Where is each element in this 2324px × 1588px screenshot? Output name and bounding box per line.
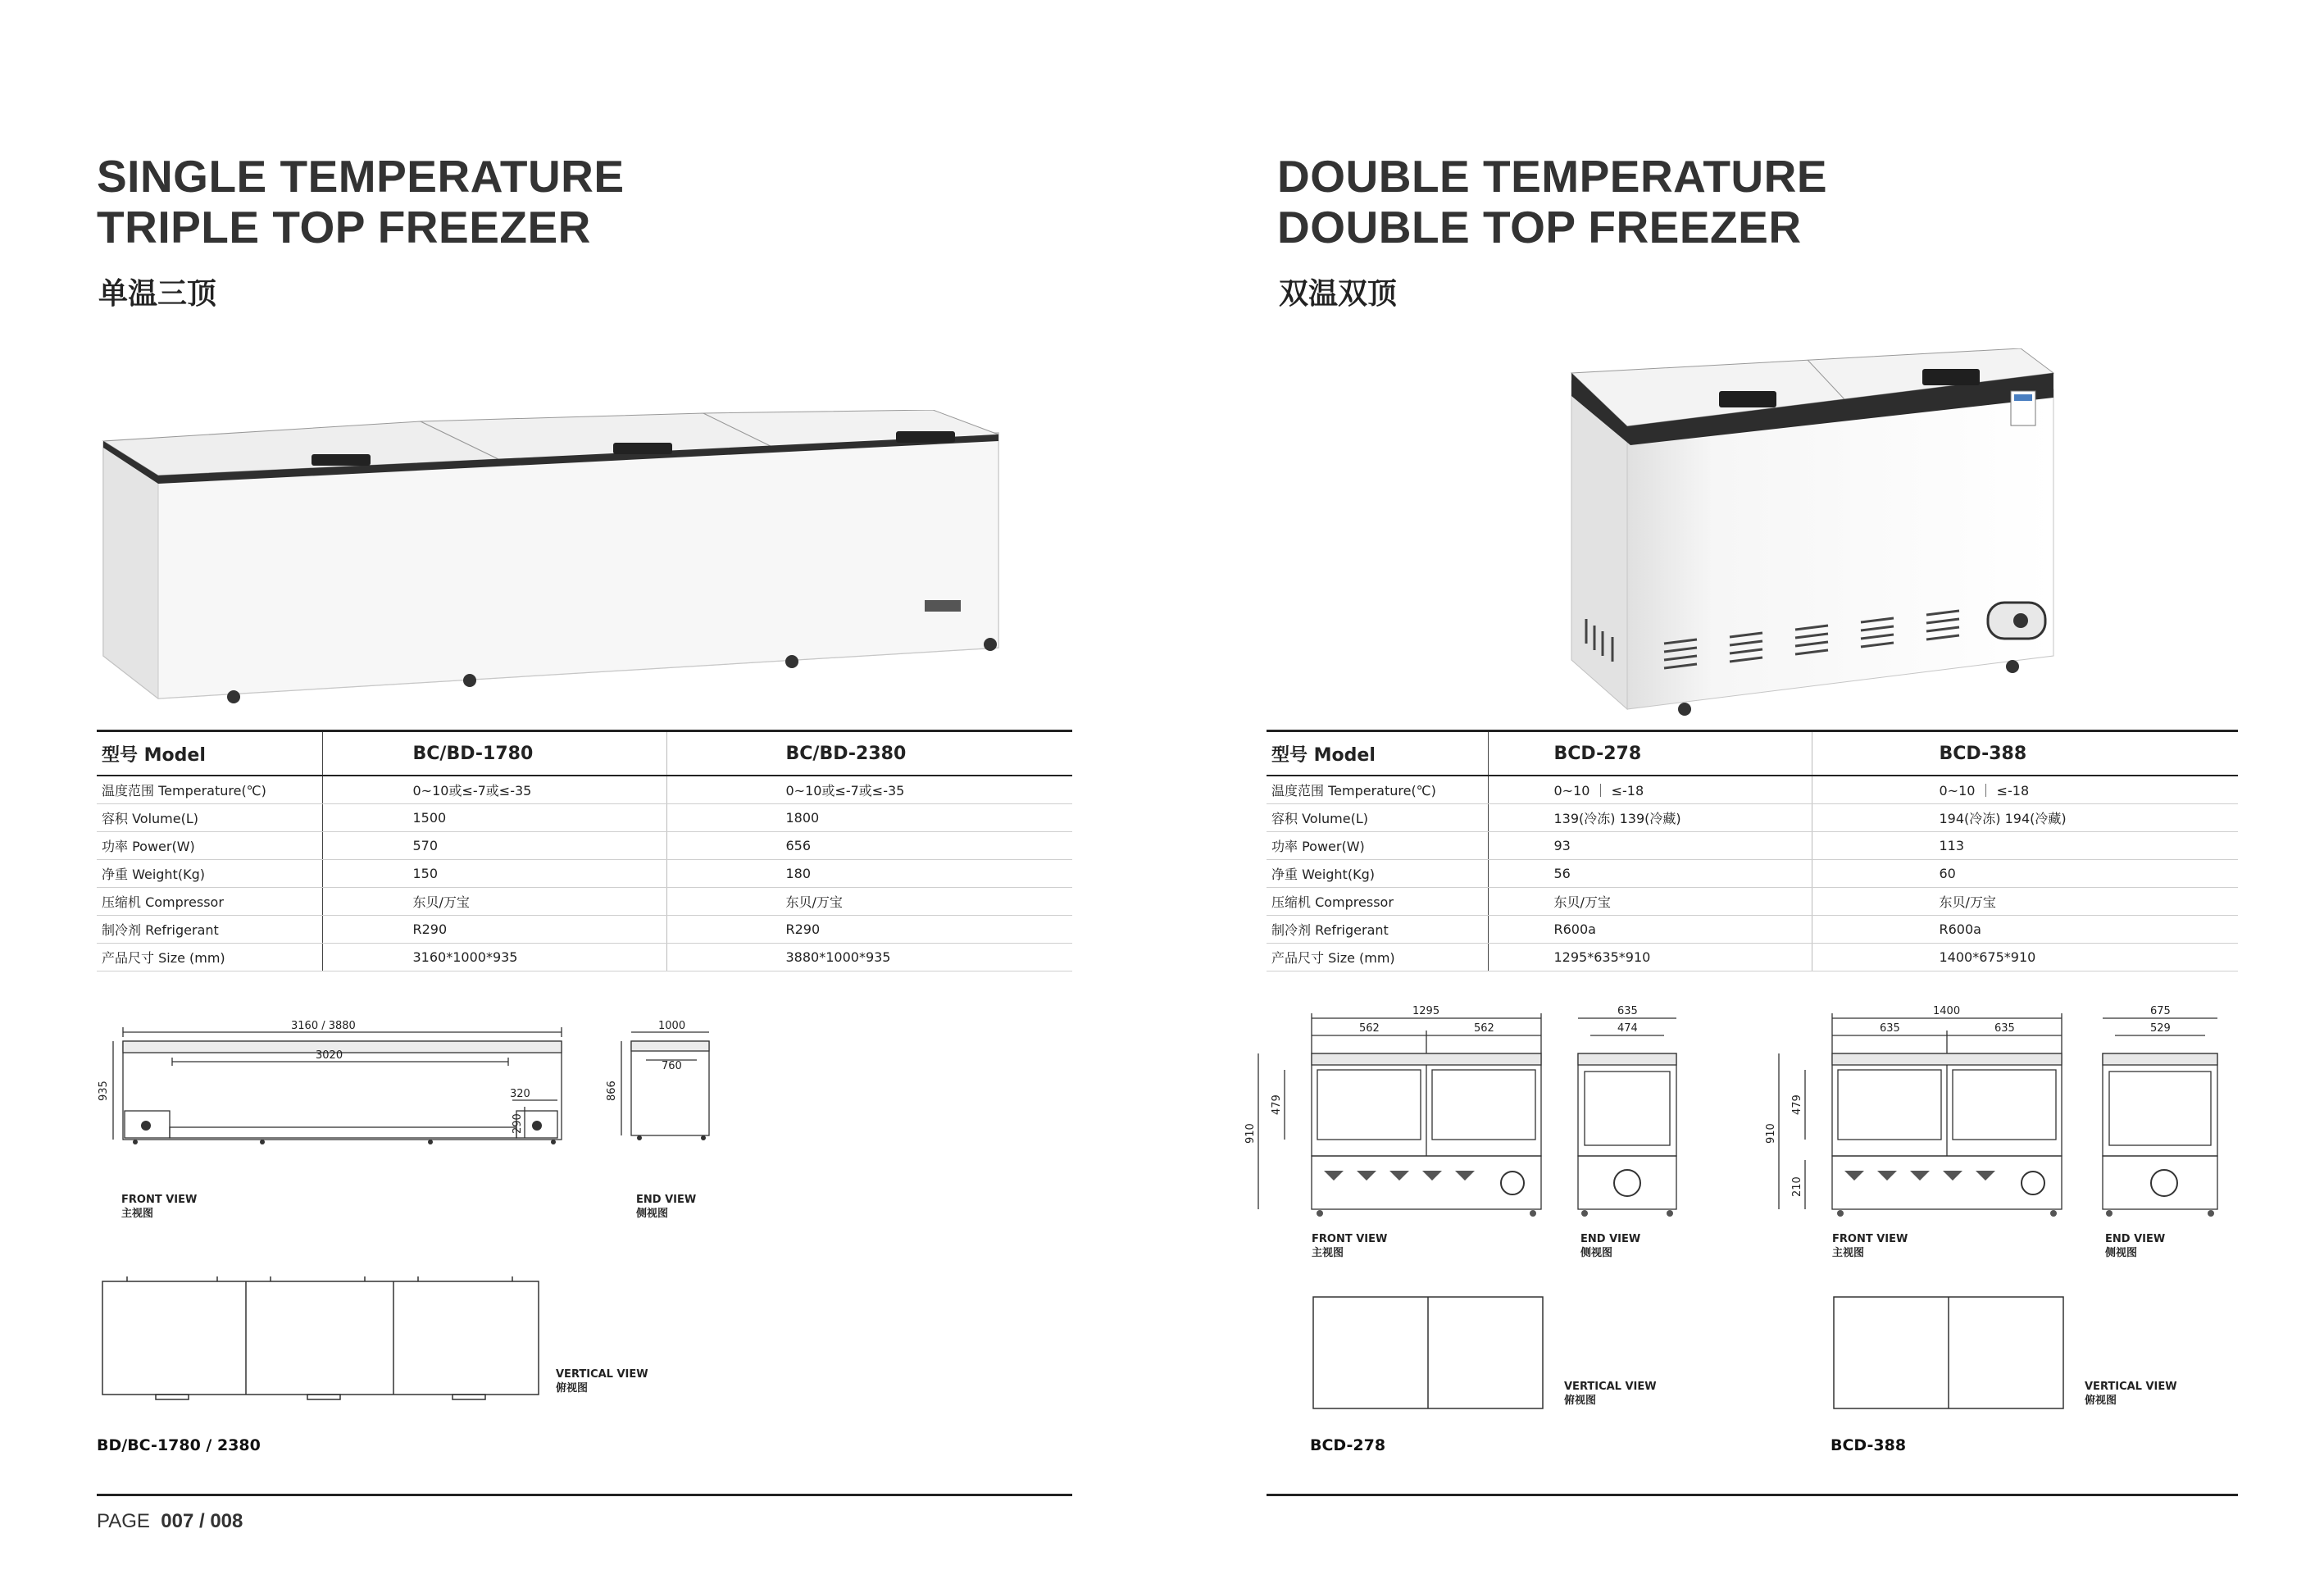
- dim-end-inner: 760: [662, 1060, 682, 1072]
- row-value: 东贝/万宝: [1812, 888, 2238, 916]
- bcd388-front-end-drawing: [1762, 996, 2230, 1234]
- page-numbers: 007 / 008: [161, 1510, 243, 1532]
- header-model-2: BCD-388: [1812, 731, 2238, 776]
- row-label: 净重 Weight(Kg): [1267, 860, 1488, 888]
- row-label: 产品尺寸 Size (mm): [97, 944, 322, 971]
- row-value: 东贝/万宝: [1488, 888, 1812, 916]
- left-subtitle: 单温三顶: [98, 277, 217, 311]
- vertical-view-en: VERTICAL VIEW: [1564, 1381, 1657, 1393]
- bcd388-end-view-caption: [2105, 1232, 2165, 1260]
- vertical-view-cn: 俯视图: [556, 1382, 589, 1395]
- dim-front-width: 3160 / 3880: [291, 1020, 356, 1032]
- dim-height: 935: [98, 1081, 110, 1101]
- dim-278-width: 1295: [1412, 1005, 1440, 1017]
- front-view-cn: 主视图: [1832, 1247, 1865, 1259]
- dim-388-inner-height: 479: [1791, 1094, 1803, 1115]
- dim-388-base-height: 210: [1791, 1176, 1803, 1197]
- front-view-cn: 主视图: [1312, 1247, 1344, 1259]
- row-value: R600a: [1488, 916, 1812, 944]
- row-value: 东贝/万宝: [666, 888, 1072, 916]
- right-bottom-rule: [1267, 1494, 2238, 1496]
- table-row: [1267, 888, 2238, 916]
- front-view-en: FRONT VIEW: [1832, 1233, 1908, 1245]
- row-value: R290: [666, 916, 1072, 944]
- vertical-view-en: VERTICAL VIEW: [556, 1368, 648, 1381]
- row-label: 净重 Weight(Kg): [97, 860, 322, 888]
- end-view-cn: 侧视图: [636, 1208, 669, 1220]
- row-value: 139(冷冻) 139(冷藏): [1488, 804, 1812, 832]
- row-value: 3880*1000*935: [666, 944, 1072, 971]
- bcd278-front-view-caption: [1312, 1232, 1387, 1260]
- double-top-freezer-image: [1562, 348, 2070, 726]
- row-value: 194(冷冻) 194(冷藏): [1812, 804, 2238, 832]
- row-value: 东贝/万宝: [322, 888, 666, 916]
- dim-278-half1: 562: [1359, 1022, 1380, 1035]
- dim-388-width: 1400: [1933, 1005, 1961, 1017]
- left-spec-table: [97, 730, 1072, 971]
- table-row: [1267, 860, 2238, 888]
- dim-278-end-inner: 474: [1617, 1022, 1638, 1035]
- page-number: [97, 1510, 243, 1533]
- front-view-en: FRONT VIEW: [1312, 1233, 1388, 1245]
- table-row: [1267, 832, 2238, 860]
- table-row: [1267, 916, 2238, 944]
- table-row: [97, 776, 1072, 804]
- table-header-row: [97, 731, 1072, 776]
- row-label: 温度范围 Temperature(℃): [97, 776, 322, 804]
- left-vertical-view-caption: [556, 1367, 648, 1395]
- dim-end-width: 1000: [658, 1020, 686, 1032]
- dim-step-width: 320: [510, 1088, 530, 1100]
- dim-388-half1: 635: [1880, 1022, 1900, 1035]
- end-view-cn: 侧视图: [1580, 1247, 1613, 1259]
- row-value: 1800: [666, 804, 1072, 832]
- table-row: [97, 888, 1072, 916]
- left-title: [97, 151, 625, 253]
- row-value: 180: [666, 860, 1072, 888]
- table-row: [97, 832, 1072, 860]
- row-value: 93: [1488, 832, 1812, 860]
- dim-388-half2: 635: [1994, 1022, 2015, 1035]
- end-view-cn: 侧视图: [2105, 1247, 2138, 1259]
- left-title-line2: TRIPLE TOP FREEZER: [97, 202, 591, 253]
- header-model-1: BCD-278: [1488, 731, 1812, 776]
- bcd278-end-view-caption: [1580, 1232, 1640, 1260]
- row-value: 0~10 ｜ ≤-18: [1488, 776, 1812, 804]
- row-value: 0~10 ｜ ≤-18: [1812, 776, 2238, 804]
- right-title: [1277, 151, 1827, 253]
- dim-end-height: 866: [606, 1081, 618, 1101]
- table-row: [1267, 776, 2238, 804]
- page-word: PAGE: [97, 1510, 150, 1532]
- row-label: 制冷剂 Refrigerant: [1267, 916, 1488, 944]
- left-front-view-caption: [121, 1193, 197, 1221]
- row-label: 压缩机 Compressor: [1267, 888, 1488, 916]
- header-model-1: BC/BD-1780: [322, 731, 666, 776]
- dim-388-height: 910: [1765, 1123, 1777, 1144]
- row-label: 功率 Power(W): [97, 832, 322, 860]
- row-value: 1295*635*910: [1488, 944, 1812, 971]
- left-vertical-view-drawing: [98, 1267, 549, 1414]
- vertical-view-en: VERTICAL VIEW: [2085, 1381, 2177, 1393]
- dim-278-half2: 562: [1474, 1022, 1494, 1035]
- dim-278-end-width: 635: [1617, 1005, 1638, 1017]
- row-value: 113: [1812, 832, 2238, 860]
- row-value: 1500: [322, 804, 666, 832]
- row-label: 容积 Volume(L): [97, 804, 322, 832]
- table-row: [1267, 944, 2238, 971]
- row-label: 功率 Power(W): [1267, 832, 1488, 860]
- bcd278-model-label: BCD-278: [1310, 1436, 1386, 1454]
- table-row: [1267, 804, 2238, 832]
- row-value: 1400*675*910: [1812, 944, 2238, 971]
- vertical-view-cn: 俯视图: [2085, 1395, 2117, 1407]
- dim-388-end-width: 675: [2150, 1005, 2171, 1017]
- left-model-label: BD/BC-1780 / 2380: [97, 1436, 261, 1454]
- end-view-en: END VIEW: [2105, 1233, 2166, 1245]
- row-value: 0~10或≤-7或≤-35: [666, 776, 1072, 804]
- row-value: 0~10或≤-7或≤-35: [322, 776, 666, 804]
- row-label: 制冷剂 Refrigerant: [97, 916, 322, 944]
- row-value: 570: [322, 832, 666, 860]
- bcd388-model-label: BCD-388: [1831, 1436, 1907, 1454]
- front-view-cn: 主视图: [121, 1208, 154, 1220]
- bcd388-front-view-caption: [1832, 1232, 1908, 1260]
- row-label: 产品尺寸 Size (mm): [1267, 944, 1488, 971]
- row-label: 容积 Volume(L): [1267, 804, 1488, 832]
- dim-278-inner-height: 479: [1271, 1094, 1283, 1115]
- row-value: R290: [322, 916, 666, 944]
- header-model-2: BC/BD-2380: [666, 731, 1072, 776]
- bcd388-vertical-view-caption: [2085, 1380, 2177, 1408]
- dim-inner-width: 3020: [316, 1049, 343, 1062]
- bcd278-vertical-view-drawing: [1310, 1294, 1548, 1413]
- end-view-en: END VIEW: [636, 1194, 697, 1206]
- row-label: 压缩机 Compressor: [97, 888, 322, 916]
- table-row: [97, 860, 1072, 888]
- table-header-row: [1267, 731, 2238, 776]
- right-subtitle: 双温双顶: [1279, 277, 1398, 311]
- front-view-en: FRONT VIEW: [121, 1194, 198, 1206]
- left-title-line1: SINGLE TEMPERATURE: [97, 151, 625, 202]
- row-value: R600a: [1812, 916, 2238, 944]
- left-bottom-rule: [97, 1494, 1072, 1496]
- right-title-line1: DOUBLE TEMPERATURE: [1277, 151, 1828, 202]
- table-row: [97, 916, 1072, 944]
- bcd278-front-end-drawing: [1242, 996, 1734, 1234]
- row-value: 60: [1812, 860, 2238, 888]
- dim-step-height: 290: [512, 1113, 524, 1134]
- triple-top-freezer-image: [97, 410, 1080, 713]
- header-label: 型号 Model: [1267, 731, 1488, 776]
- dim-278-height: 910: [1244, 1123, 1257, 1144]
- row-value: 150: [322, 860, 666, 888]
- dim-388-end-inner: 529: [2150, 1022, 2171, 1035]
- bcd278-vertical-view-caption: [1564, 1380, 1657, 1408]
- row-value: 56: [1488, 860, 1812, 888]
- row-value: 656: [666, 832, 1072, 860]
- right-title-line2: DOUBLE TOP FREEZER: [1277, 202, 1802, 253]
- row-label: 温度范围 Temperature(℃): [1267, 776, 1488, 804]
- table-row: [97, 804, 1072, 832]
- bcd388-vertical-view-drawing: [1831, 1294, 2068, 1413]
- right-spec-table: [1267, 730, 2238, 971]
- left-end-view-caption: [636, 1193, 696, 1221]
- table-row: [97, 944, 1072, 971]
- row-value: 3160*1000*935: [322, 944, 666, 971]
- end-view-en: END VIEW: [1580, 1233, 1641, 1245]
- vertical-view-cn: 俯视图: [1564, 1395, 1597, 1407]
- header-label: 型号 Model: [97, 731, 322, 776]
